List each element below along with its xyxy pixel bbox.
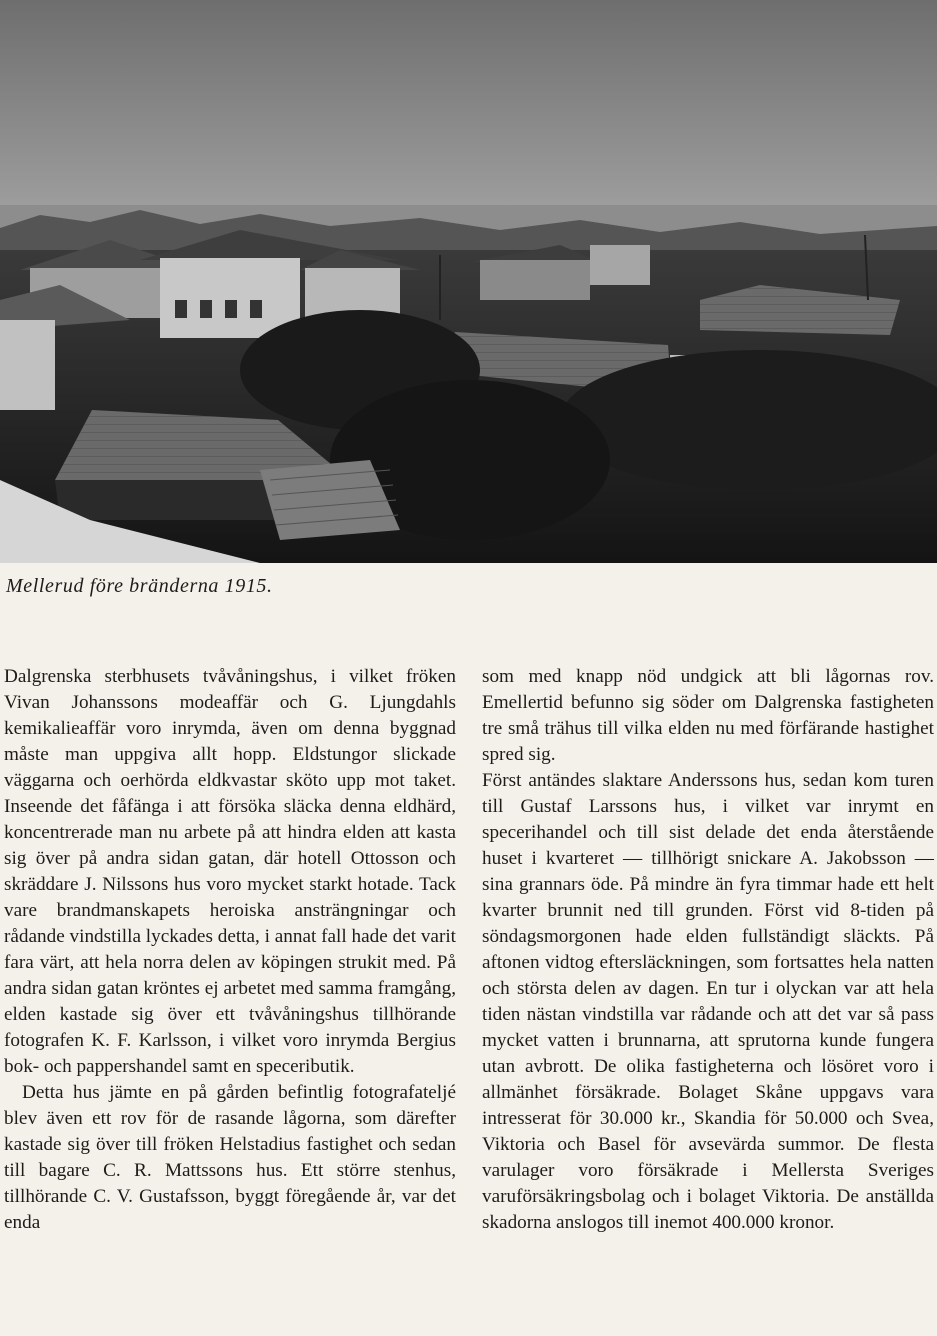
left-column bbox=[4, 664, 456, 1236]
photo-caption: Mellerud före bränderna 1915. bbox=[6, 575, 273, 597]
left-paragraph-1: Dalgrenska sterbhusets tvåvåningshus, i vilket fröken Vivan Johanssons modeaffär och G. Ljungdahls kemikalieaffär voro inrymda, även om denna byggnad måste man uppgiva allt hopp. Eldstungor slickade väggarna och oerhörda eldkvastar sköto upp mot taket. Inseende det fåfänga i att försöka släcka denna eldhärd, koncentrerade man nu arbete på att hindra elden att kasta sig över på andra sidan gatan, där hotell Ottosson och skräddare J. Nilssons hus voro mycket starkt hotade. Tack vare brandmanskapets heroiska ansträngningar och rådande vindstilla lyckades detta, i annat fall hade det varit fara värt, att hela norra delen av köpingen strukit med. På andra sidan gatan kröntes ej arbetet med samma framgång, elden kastade sig över ett tvåvåningshus tillhörande fotografen K. F. Karlsson, i vilket voro inrymda Bergius bok- och pappershandel samt en speceributik. bbox=[4, 666, 456, 1077]
right-paragraph-1: som med knapp nöd undgick att bli lågornas rov. Emellertid befunno sig söder om Dalgrenska fastigheten tre små trähus till vilka elden nu med förfärande hastighet spred sig. bbox=[482, 666, 934, 765]
town-photograph bbox=[0, 0, 937, 563]
photo-illustration bbox=[0, 0, 937, 563]
left-paragraph-2: Detta hus jämte en på gården befintlig fotografateljé blev även ett rov för de rasande lågorna, som därefter kastade sig över till fröken Helstadius fastighet och sedan till bagare C. R. Mattssons hus. Ett större stenhus, tillhörande C. V. Gustafsson, byggt föregående år, var det enda bbox=[4, 1082, 456, 1233]
right-column bbox=[482, 664, 934, 1236]
right-paragraph-2: Först antändes slaktare Anderssons hus, sedan kom turen till Gustaf Larssons hus, i vilket var inrymt en specerihandel och till sist delade det enda återstående huset i kvarteret — tillhörigt snickare A. Jakobsson — sina grannars öde. På mindre än fyra timmar hade ett helt kvarter brunnit ned till grunden. Först vid 8-tiden på söndagsmorgonen hade elden fullständigt släckts. På aftonen vidtog eftersläckningen, som fortsattes hela natten och största delen av dagen. En tur i olyckan var att hela tiden nästan vindstilla var rådande och att det var så pass mycket vatten i brunnarna, att sprutorna kunde fungera utan avbrott. De olika fastigheterna och lösöret voro i allmänhet försäkrade. Bolaget Skåne uppgavs vara intresserat för 30.000 kr., Skandia för 50.000 och Svea, Viktoria och Basel för avsevärda summor. De flesta varulager voro försäkrade i Mellersta Sveriges varuförsäkringsbolag och i bolaget Viktoria. De anställda skadorna anslogos till inemot 400.000 kronor. bbox=[482, 770, 934, 1233]
